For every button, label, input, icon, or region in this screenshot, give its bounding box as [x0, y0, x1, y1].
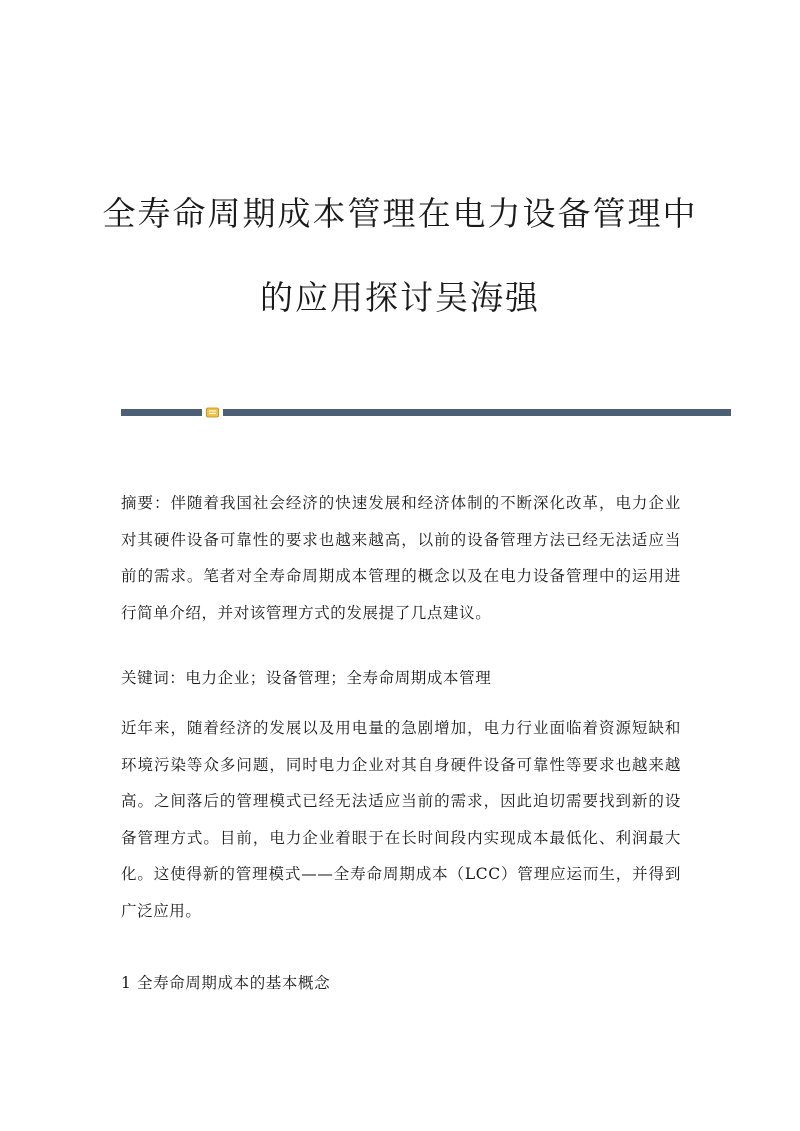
title-divider: [121, 409, 731, 417]
document-title-line-2: 的应用探讨吴海强: [260, 278, 540, 317]
section-heading-1: 1 全寿命周期成本的基本概念: [121, 974, 331, 992]
document-title-line-1: 全寿命周期成本管理在电力设备管理中: [102, 194, 698, 233]
abstract-paragraph: 摘要：伴随着我国社会经济的快速发展和经济体制的不断深化改革，电力企业对其硬件设备可靠性的要求也越来越高，以前的设备管理方法已经无法适应当前的需求。笔者对全寿命周期成本管理的概念以及在电力设备管理中的运用进行简单介绍，并对该管理方式的发展提了几点建议。: [121, 494, 681, 622]
divider-bar-left: [121, 409, 202, 416]
intro-paragraph: 近年来，随着经济的发展以及用电量的急剧增加，电力行业面临着资源短缺和环境污染等众多问题，同时电力企业对其自身硬件设备可靠性等要求也越来越高。之间落后的管理模式已经无法适应当前的需求，因此迫切需要找到新的设备管理方式。目前，电力企业着眼于在长时间段内实现成本最低化、利润最大化。这使得新的管理模式——全寿命周期成本（LCC）管理应运而生，并得到广泛应用。: [121, 719, 681, 920]
book-ornament-icon: [206, 407, 219, 418]
keywords-line: 关键词：电力企业；设备管理；全寿命周期成本管理: [121, 669, 492, 687]
divider-bar-right: [223, 409, 731, 416]
